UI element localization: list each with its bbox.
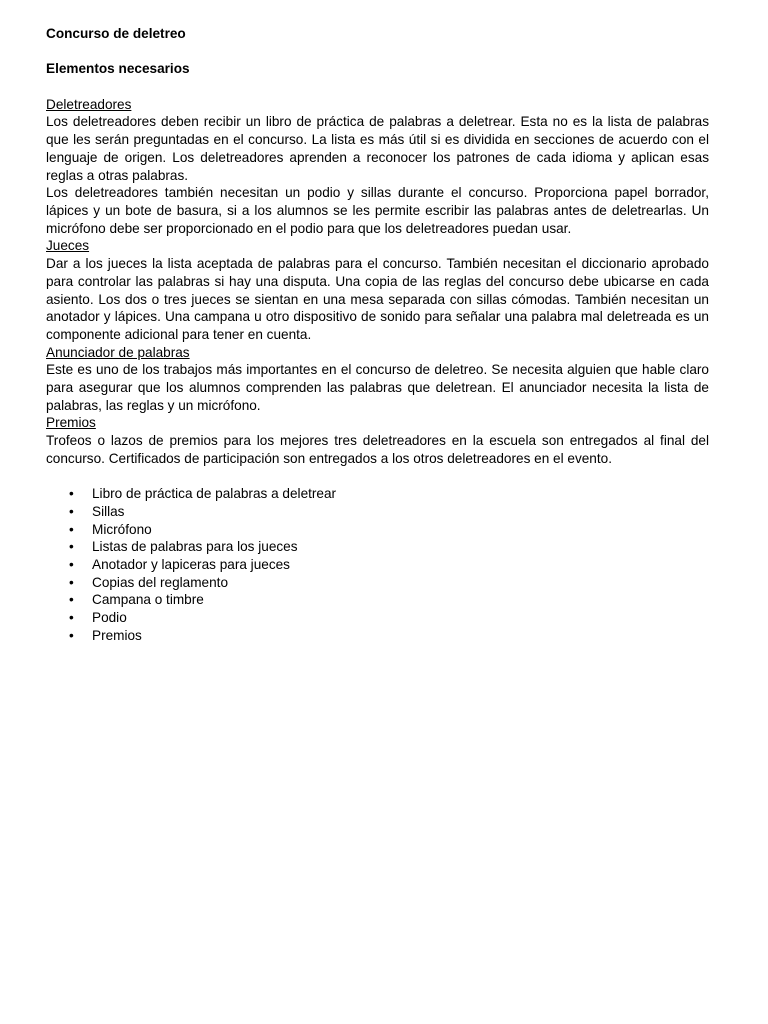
list-item — [46, 574, 709, 592]
list-item-label: Sillas — [92, 503, 125, 519]
bullet-icon: • — [69, 574, 74, 590]
list-item — [46, 538, 709, 556]
section-heading: Premios — [46, 415, 96, 431]
section-paragraph: Los deletreadores también necesitan un podio y sillas durante el concurso. Proporciona papel borrador, lápices y un bote de basura, si a los alumnos se les permite escribir las palabras antes de deletrearlas. Un micrófono debe ser proporcionado en el podio para que los deletreadores puedan usar. — [46, 185, 709, 236]
bullet-icon: • — [69, 486, 74, 502]
bullet-icon: • — [69, 539, 74, 555]
list-item-label: Micrófono — [92, 521, 152, 537]
section-paragraph: Los deletreadores deben recibir un libro de práctica de palabras a deletrear. Esta no es la lista de palabras que les serán preguntadas en el concurso. La lista es más útil si es dividida en secciones de acuerdo con el lenguaje de origen. Los deletreadores aprenden a reconocer los patrones de cada idioma y aplican esas reglas a otras palabras. — [46, 114, 709, 183]
document-page — [46, 25, 709, 644]
list-item — [46, 485, 709, 503]
section-jueces — [46, 237, 709, 343]
list-item-label: Podio — [92, 610, 127, 626]
list-item — [46, 609, 709, 627]
list-item-label: Premios — [92, 627, 142, 643]
bullet-icon: • — [69, 610, 74, 626]
section-paragraph: Este es uno de los trabajos más importantes en el concurso de deletreo. Se necesita alguien que hable claro para asegurar que los alumnos comprenden las palabras que deletrean. El anunciador necesita la lista de palabras, las reglas y un micrófono. — [46, 362, 709, 413]
section-heading: Jueces — [46, 238, 90, 254]
list-item-label: Copias del reglamento — [92, 574, 229, 590]
list-item — [46, 627, 709, 645]
bullet-icon: • — [69, 521, 74, 537]
list-item — [46, 591, 709, 609]
list-item-label: Campana o timbre — [92, 592, 204, 608]
supplies-list — [46, 485, 709, 644]
bullet-icon: • — [69, 503, 74, 519]
list-item-label: Libro de práctica de palabras a deletrear — [92, 486, 337, 502]
document-title: Concurso de deletreo — [46, 26, 186, 41]
sections-container — [46, 96, 709, 468]
list-item — [46, 556, 709, 574]
list-item — [46, 503, 709, 521]
list-item-label: Listas de palabras para los jueces — [92, 539, 298, 555]
list-item-label: Anotador y lapiceras para jueces — [92, 556, 290, 572]
list-item — [46, 521, 709, 539]
section-heading: Deletreadores — [46, 96, 132, 112]
section-heading: Anunciador de palabras — [46, 344, 190, 360]
section-paragraph: Dar a los jueces la lista aceptada de palabras para el concurso. También necesitan el diccionario aprobado para controlar las palabras si hay una disputa. Una copia de las reglas del concurso debe ubicarse en cada asiento. Los dos o tres jueces se sientan en una mesa separada con sillas cómodas. También necesitan un anotador y lápices. Una campana u otro dispositivo de sonido para señalar una palabra mal deletreada es un componente adicional para tener en cuenta. — [46, 256, 709, 342]
bullet-icon: • — [69, 627, 74, 643]
section-anunciador — [46, 344, 709, 415]
section-deletreadores — [46, 96, 709, 238]
section-paragraph: Trofeos o lazos de premios para los mejores tres deletreadores en la escuela son entregados al final del concurso. Certificados de participación son entregados a los otros deletreadores en el evento. — [46, 433, 709, 466]
bullet-icon: • — [69, 592, 74, 608]
document-subtitle: Elementos necesarios — [46, 61, 190, 77]
section-premios — [46, 414, 709, 467]
bullet-icon: • — [69, 556, 74, 572]
